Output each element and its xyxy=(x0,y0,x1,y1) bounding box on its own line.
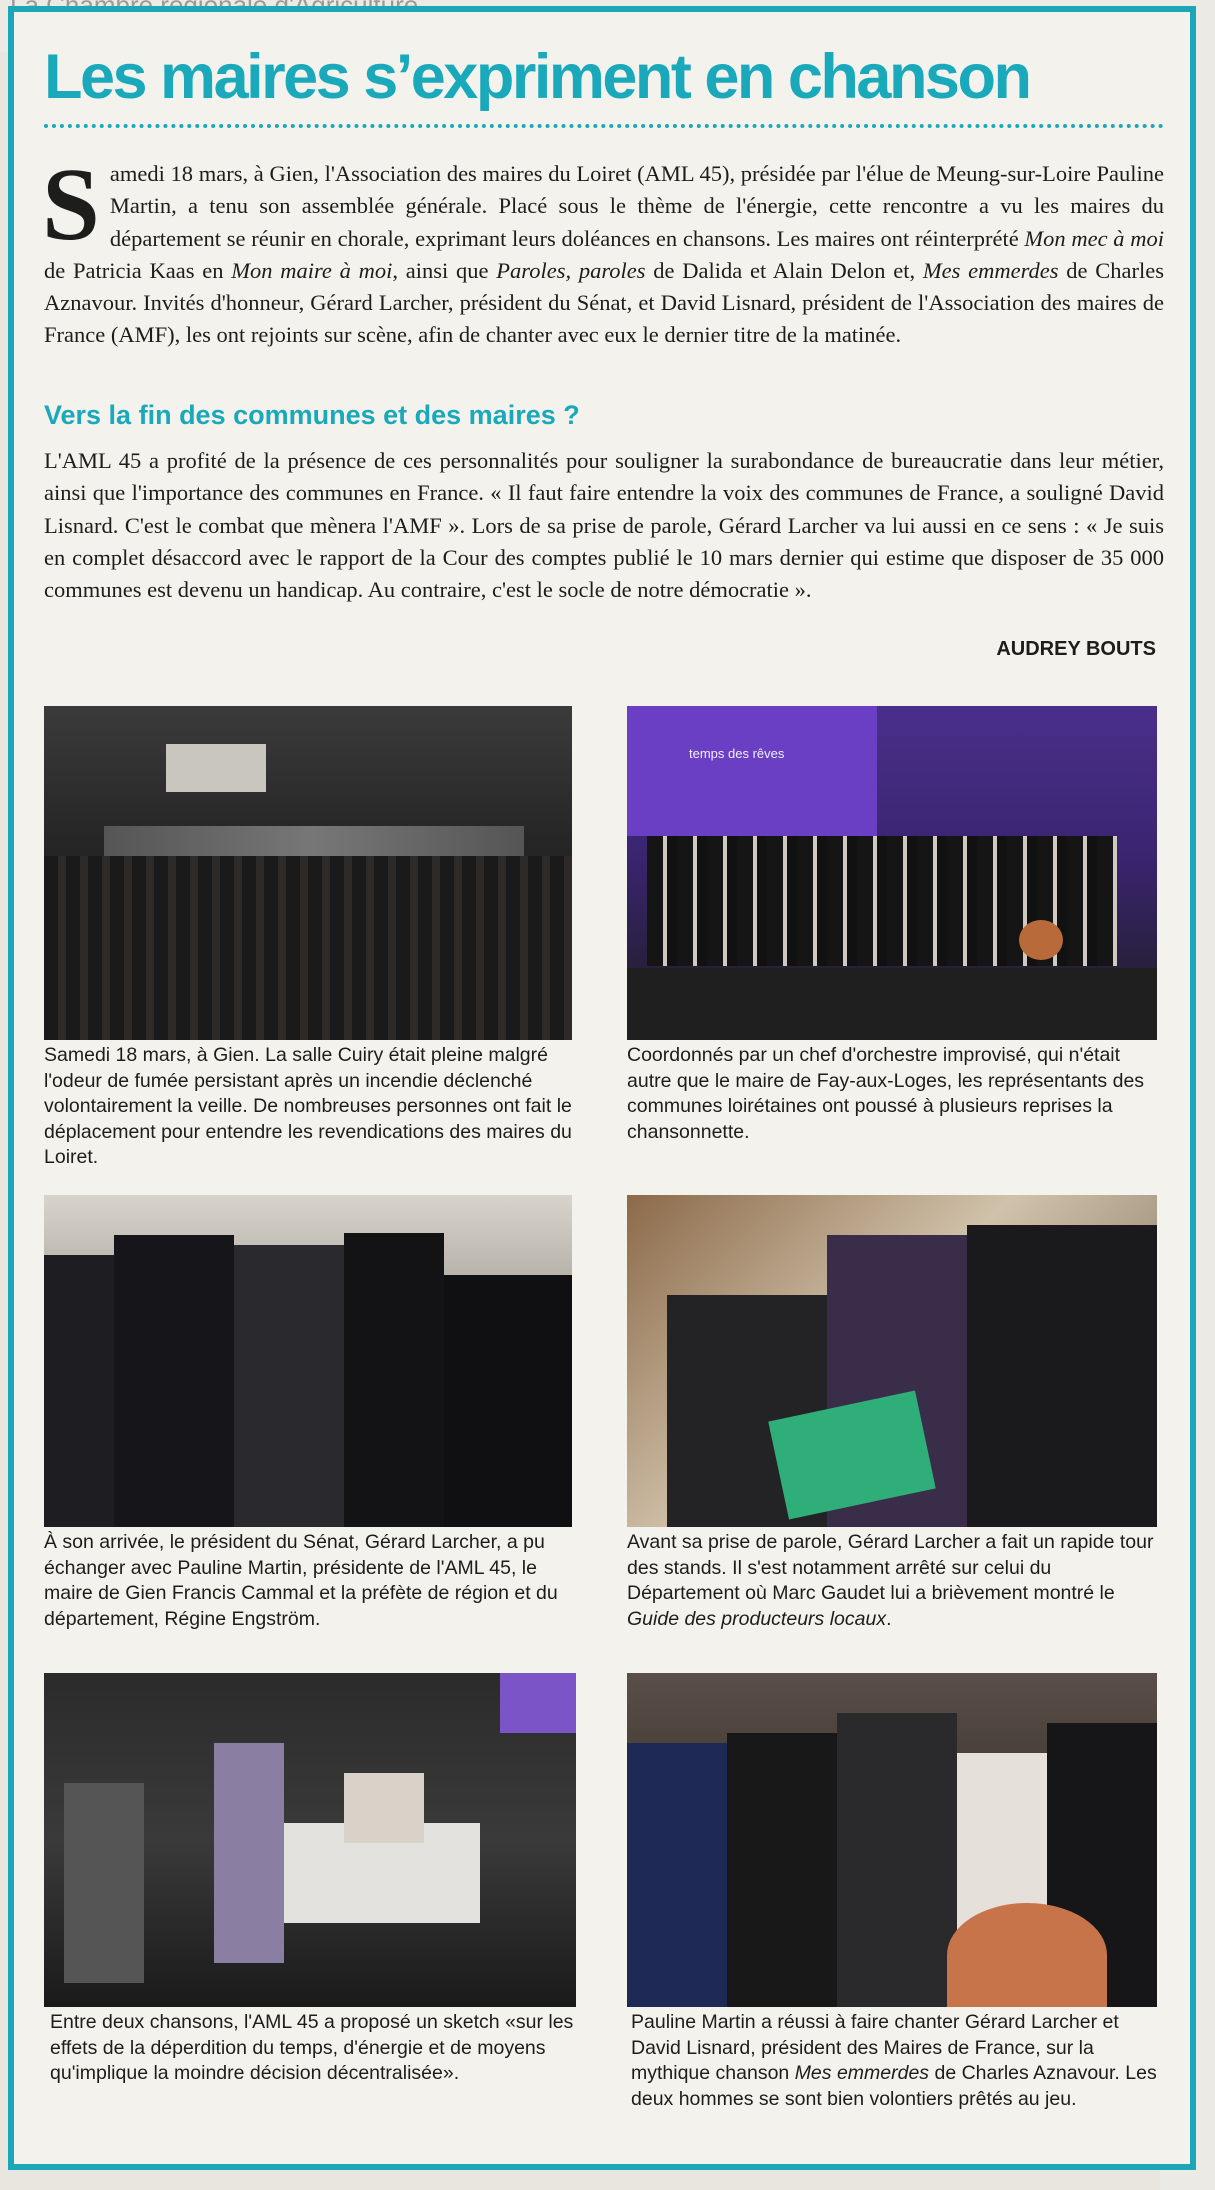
flower-arrangement xyxy=(947,1903,1107,2007)
song-title-mon-mec: Mon mec à moi xyxy=(1024,225,1164,251)
stage-backdrop xyxy=(627,706,877,836)
stage-screen-text: temps des rêves xyxy=(689,746,785,761)
song-title-mes-emmerdes: Mes emmerdes xyxy=(922,257,1059,283)
drop-cap: S xyxy=(42,147,100,262)
photo-larcher-arrival xyxy=(44,1195,572,1527)
song-title-paroles: Paroles, paroles xyxy=(496,257,646,283)
lead-text-1: amedi 18 mars, à Gien, l'Association des maires du Loiret (AML 45), présidée par l'élue de Meung-sur-Loire Pauline Martin, a tenu son assemblée générale. Placé sous le thème de l'énergie, cette rencontre a vu les maires du département se réunir en chorale, exprimant leurs doléances en chansons. Les maires ont réinterprété xyxy=(109,161,1164,251)
song-title-mon-maire: Mon maire à moi xyxy=(231,257,393,283)
person-prefect xyxy=(444,1275,572,1527)
singer-1 xyxy=(627,1743,727,2007)
person-suit-3 xyxy=(234,1245,344,1527)
person-foreground xyxy=(967,1225,1157,1527)
actor-seated-left xyxy=(64,1783,144,1983)
stage-screen xyxy=(166,744,266,792)
photo-concert-hall xyxy=(44,706,572,1040)
lead-text-3: , ainsi que xyxy=(392,257,497,283)
flower-bouquet xyxy=(1019,920,1063,960)
lead-text-2: de Patricia Kaas en xyxy=(44,257,232,283)
caption-photo-1: Samedi 18 mars, à Gien. La salle Cuiry était pleine malgré l'odeur de fumée persistant après un incendie déclenché volontairement la veille. De nombreuses personnes ont fait le déplacement pour entendre les revendications des maires du Loiret. xyxy=(44,1044,572,1168)
person-suit-1 xyxy=(44,1255,114,1527)
caption-6-text-2: de Charles Aznavour. Les deux hommes se sont bien volontiers prêtés au jeu. xyxy=(631,2062,1157,2110)
actor-elderly xyxy=(214,1743,284,1963)
person-suit-4 xyxy=(344,1233,444,1527)
stage-floor xyxy=(627,968,1157,1040)
caption-6-text-1: Pauline Martin a réussi à faire chanter Gérard Larcher et David Lisnard, président des Maires de France, sur la mythique chanson xyxy=(631,2011,1119,2084)
lead-paragraph xyxy=(42,147,1165,352)
singer-3 xyxy=(837,1713,957,2007)
actor-seated-right xyxy=(344,1773,424,1843)
photo-sketch xyxy=(44,1673,576,2007)
author-byline: AUDREY BOUTS xyxy=(996,638,1156,660)
singer-2 xyxy=(727,1733,837,2007)
caption-4-text-2: . xyxy=(886,1607,892,1630)
lead-text-4: de Dalida et Alain Delon et, xyxy=(645,257,923,283)
caption-4-guide-title: Guide des producteurs locaux xyxy=(627,1607,887,1630)
caption-photo-3: À son arrivée, le président du Sénat, Gérard Larcher, a pu échanger avec Pauline Martin, présidente de l'AML 45, le maire de Gien Francis Cammal et la préfète de région et du département, Régine Engström. xyxy=(44,1531,558,1630)
section-subheading: Vers la fin des communes et des maires ? xyxy=(44,400,580,430)
article-title: Les maires s’expriment en chanson xyxy=(44,42,1030,112)
stage-lights xyxy=(104,826,524,856)
person-suit-2 xyxy=(114,1235,234,1527)
caption-photo-2: Coordonnés par un chef d'orchestre improvisé, qui n'était autre que le maire de Fay-aux-Loges, les représentants des communes loirétaines ont poussé à plusieurs reprises la chansonnette. xyxy=(627,1044,1145,1143)
caption-photo-6 xyxy=(631,2010,1157,2112)
body-paragraph: L'AML 45 a profité de la présence de ces personnalités pour souligner la surabondance de bureaucratie dans leur métier, ainsi que l'importance des communes en France. « Il faut faire entendre la voix des communes de France, a souligné David Lisnard. C'est le combat que mènera l'AMF ». Lors de sa prise de parole, Gérard Larcher va lui aussi en ce sens : « Je suis en complet désaccord avec le rapport de la Cour des comptes publié le 10 mars dernier qui estime que disposer de 35 000 communes est devenu un handicap. Au contraire, c'est le socle de notre démocratie ». xyxy=(44,448,1164,603)
photo-stand-visit xyxy=(627,1195,1157,1527)
photo-final-song xyxy=(627,1673,1157,2007)
lead-text-5: de Charles Aznavour. Invités d'honneur, Gérard Larcher, président du Sénat, et David Lisnard, président de l'Association des maires de France (AMF), les ont rejoints sur scène, afin de chanter avec eux le dernier titre de la matinée. xyxy=(44,257,1165,348)
caption-photo-4 xyxy=(627,1530,1157,1632)
stage-window xyxy=(500,1673,576,1733)
photo-choir-stage xyxy=(627,706,1157,1040)
title-dotted-rule xyxy=(44,124,1164,128)
caption-6-song-title: Mes emmerdes xyxy=(794,2062,930,2084)
caption-photo-5: Entre deux chansons, l'AML 45 a proposé un sketch «sur les effets de la déperdition du temps, d'énergie et de moyens qu'implique la moindre décision décentralisée». xyxy=(50,2011,574,2084)
audience-crowd xyxy=(44,856,572,1040)
caption-4-text-1: Avant sa prise de parole, Gérard Larcher a fait un rapide tour des stands. Il s'est notamment arrêté sur celui du Département où Marc Gaudet lui a brièvement montré le xyxy=(627,1531,1154,1604)
